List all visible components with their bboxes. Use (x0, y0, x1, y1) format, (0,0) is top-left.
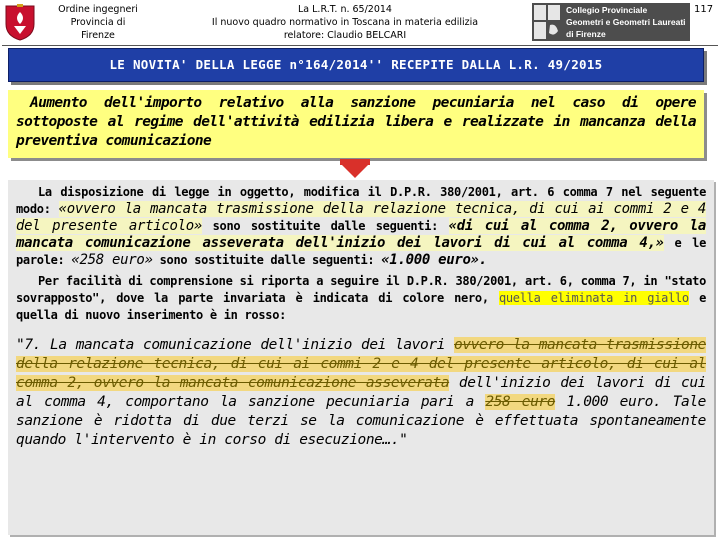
deleted-text: ovvero la mancata trasmissione della relazione tecnica, di cui ai commi 2 e 4 del presente articolo, di cui al comma 2, ovvero la mancata comunicazione asseverata (16, 337, 706, 391)
presentation-title (195, 3, 495, 42)
summary-box (8, 90, 704, 158)
organization-name (38, 3, 158, 42)
slide-title-band (8, 48, 704, 82)
org-line: Firenze (81, 30, 115, 41)
paragraph-legend (16, 273, 706, 324)
legend-deleted-text: quella eliminata in giallo (498, 291, 689, 305)
text-run: 1.000 euro. Tale sanzione è ridotta di due terzi se la comunicazione è effettuata spontaneamente quando l'intervento è in corso di esecuzione…." (16, 394, 707, 448)
content-box (8, 180, 714, 535)
presentation-speaker: relatore: Claudio BELCARI (283, 30, 407, 41)
text-run: La disposizione di legge in oggetto, modifica il D.P.R. 380/2001, art. 6 comma 7 nel seguente modo: (16, 185, 706, 216)
text-run: sono sostituite dalle seguenti: (202, 219, 449, 233)
slide-header (0, 0, 720, 46)
text-run: e quella di nuovo inserimento è in rosso: (16, 291, 706, 322)
engineers-order-logo-icon (2, 2, 38, 42)
college-line: Collegio Provinciale (566, 5, 648, 15)
text-run: Per facilità di comprensione si riporta a seguire il D.P.R. 380/2001, art. 6, comma 7, in "stato sovrapposto", dove la parte invariata è indicata di colore nero, (16, 274, 706, 305)
college-line: di Firenze (566, 29, 606, 39)
college-line: Geometri e Geometri Laureati (566, 17, 686, 27)
quoted-new-text: «di cui al comma 2, ovvero la mancata comunicazione asseverata dell'inizio dei lavori di cui al comma 4,» (16, 218, 707, 251)
deleted-amount: 258 euro (485, 394, 556, 410)
text-run: e le parole: (16, 236, 707, 267)
quoted-old-text: «ovvero la mancata trasmissione della relazione tecnica, di cui ai commi 2 e 4 del presente articolo» (16, 201, 706, 234)
slide-title: LE NOVITA' DELLA LEGGE n°164/2014'' RECEPITE DALLA L.R. 49/2015 (109, 57, 603, 72)
college-name (562, 3, 690, 41)
page-number: 117 (694, 4, 714, 15)
quoted-old-amount: «258 euro» (71, 252, 153, 268)
org-line: Provincia di (70, 17, 126, 28)
quoted-new-amount: «1.000 euro». (381, 252, 487, 268)
presentation-title-line: La L.R.T. n. 65/2014 (298, 4, 392, 15)
summary-text: Aumento dell'importo relativo alla sanzione pecuniaria nel caso di opere sottoposte al regime dell'attività edilizia libera e realizzate in mancanza della preventiva comunicazione (16, 95, 696, 149)
org-line: Ordine ingegneri (58, 4, 138, 15)
text-run: "7. La mancata comunicazione dell'inizio dei lavori (16, 337, 455, 353)
text-run: sono sostituite dalle seguenti: (152, 253, 382, 267)
header-divider (2, 45, 718, 46)
text-run: dell'inizio dei lavori di cui al comma 4, comportano la sanzione pecuniaria pari a (16, 375, 706, 410)
college-logo-icon (532, 3, 562, 41)
paragraph-article-text (16, 336, 706, 450)
paragraph-modification (16, 184, 706, 269)
presentation-title-line: Il nuovo quadro normativo in Toscana in materia edilizia (211, 17, 479, 28)
arrow-down-icon (340, 159, 370, 179)
